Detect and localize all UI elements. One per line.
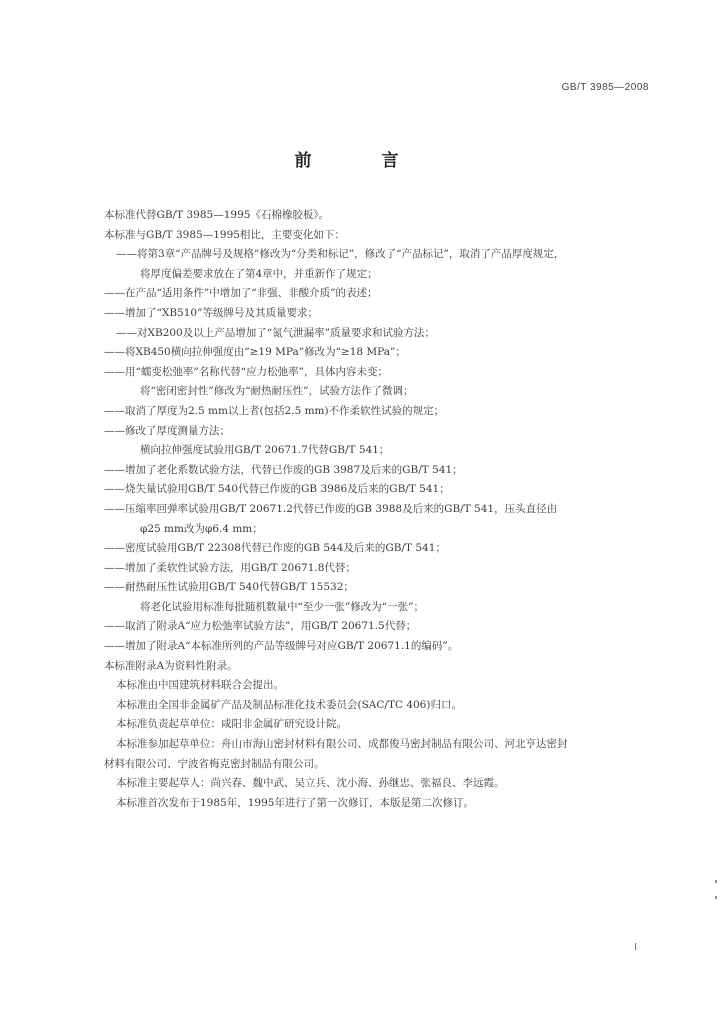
change-item: ——压缩率回弹率试验用GB/T 20671.2代替已作废的GB 3988及后来的GB/T 541，压头直径由 (104, 502, 558, 515)
change-item: ——取消了厚度为2.5 mm以上者(包括2.5 mm)不作柔软性试验的规定； (104, 404, 445, 417)
change-item-continuation: 横向拉伸强度试验用GB/T 20671.7代替GB/T 541； (140, 444, 390, 457)
paragraph-continuation: 材料有限公司、宁波省梅克密封制品有限公司。 (104, 757, 325, 770)
foreword-body (104, 206, 664, 813)
change-item-continuation: 将“密闭密封性”修改为“耐热耐压性”，试验方法作了微调； (140, 385, 414, 398)
change-item: ——耐热耐压性试验用GB/T 540代替GB/T 15532； (104, 581, 354, 594)
paragraph-line: 本标准由中国建筑材料联合会提出。 (116, 679, 284, 692)
paragraph-line: 本标准代替GB/T 3985—1995《石棉橡胶板》。 (104, 209, 330, 221)
change-item-continuation: φ25 mm改为φ6.4 mm； (140, 522, 263, 535)
change-item: ——密度试验用GB/T 22308代替已作废的GB 544及后来的GB/T 541； (104, 542, 446, 555)
change-item: ——用“蠕变松弛率”名称代替“应力松弛率”，具体内容未变； (104, 365, 388, 378)
change-item: ——烧失量试验用GB/T 540代替已作废的GB 3986及后来的GB/T 541； (104, 483, 450, 496)
change-item: ——将XB450横向拉伸强度由“≥19 MPa”修改为“≥18 MPa”； (104, 346, 406, 359)
change-item: ——修改了厚度测量方法； (104, 424, 230, 437)
paragraph-line: 本标准附录A为资料性附录。 (104, 659, 238, 672)
scan-speck (715, 896, 717, 899)
standard-code: GB/T 3985—2008 (561, 82, 649, 93)
scan-speck (715, 880, 717, 883)
change-item: ——增加了柔软性试验方法，用GB/T 20671.8代替； (104, 561, 356, 574)
change-item: ——增加了“XB510”等级牌号及其质量要求； (104, 306, 318, 319)
paragraph-line: 本标准主要起草人：尚兴春、魏中武、吴立兵、沈小海、孙继忠、张福良、李远霞。 (116, 777, 505, 790)
change-item: ——将第3章“产品牌号及规格”修改为“分类和标记”，修改了“产品标记”，取消了产品厚度规定， (116, 248, 565, 261)
page-number: I (634, 942, 637, 953)
page-title: 前 言 (294, 151, 431, 171)
paragraph-line: 本标准负责起草单位：咸阳非金属矿研究设计院。 (116, 718, 347, 731)
paragraph-line: 本标准由全国非金属矿产品及制品标准化技术委员会(SAC/TC 406)归口。 (116, 698, 462, 711)
change-item: ——在产品“适用条件”中增加了“非强、非酸介质”的表述； (104, 287, 378, 300)
change-item-continuation: 将老化试验用标准每批随机数量中“至少一张”修改为“一张”； (140, 600, 424, 613)
paragraph-line: 本标准参加起草单位：舟山市海山密封材料有限公司、成都俊马密封制品有限公司、河北亨达密封 (116, 738, 568, 751)
change-item: ——增加了附录A“本标准所列的产品等级牌号对应GB/T 20671.1的编码”。 (104, 640, 459, 653)
paragraph-line: 本标准首次发布于1985年，1995年进行了第一次修订，本版是第二次修订。 (116, 796, 474, 809)
change-item: ——增加了老化系数试验方法，代替已作废的GB 3987及后来的GB/T 541； (104, 463, 463, 476)
change-item: ——对XB200及以上产品增加了“氮气泄漏率”质量要求和试验方法； (116, 326, 435, 339)
paragraph-line: 本标准与GB/T 3985—1995相比，主要变化如下： (104, 228, 345, 241)
change-item: ——取消了附录A“应力松弛率试验方法”，用GB/T 20671.5代替； (104, 620, 417, 633)
change-item-continuation: 将厚度偏差要求放在了第4章中，并重新作了规定； (140, 267, 378, 280)
